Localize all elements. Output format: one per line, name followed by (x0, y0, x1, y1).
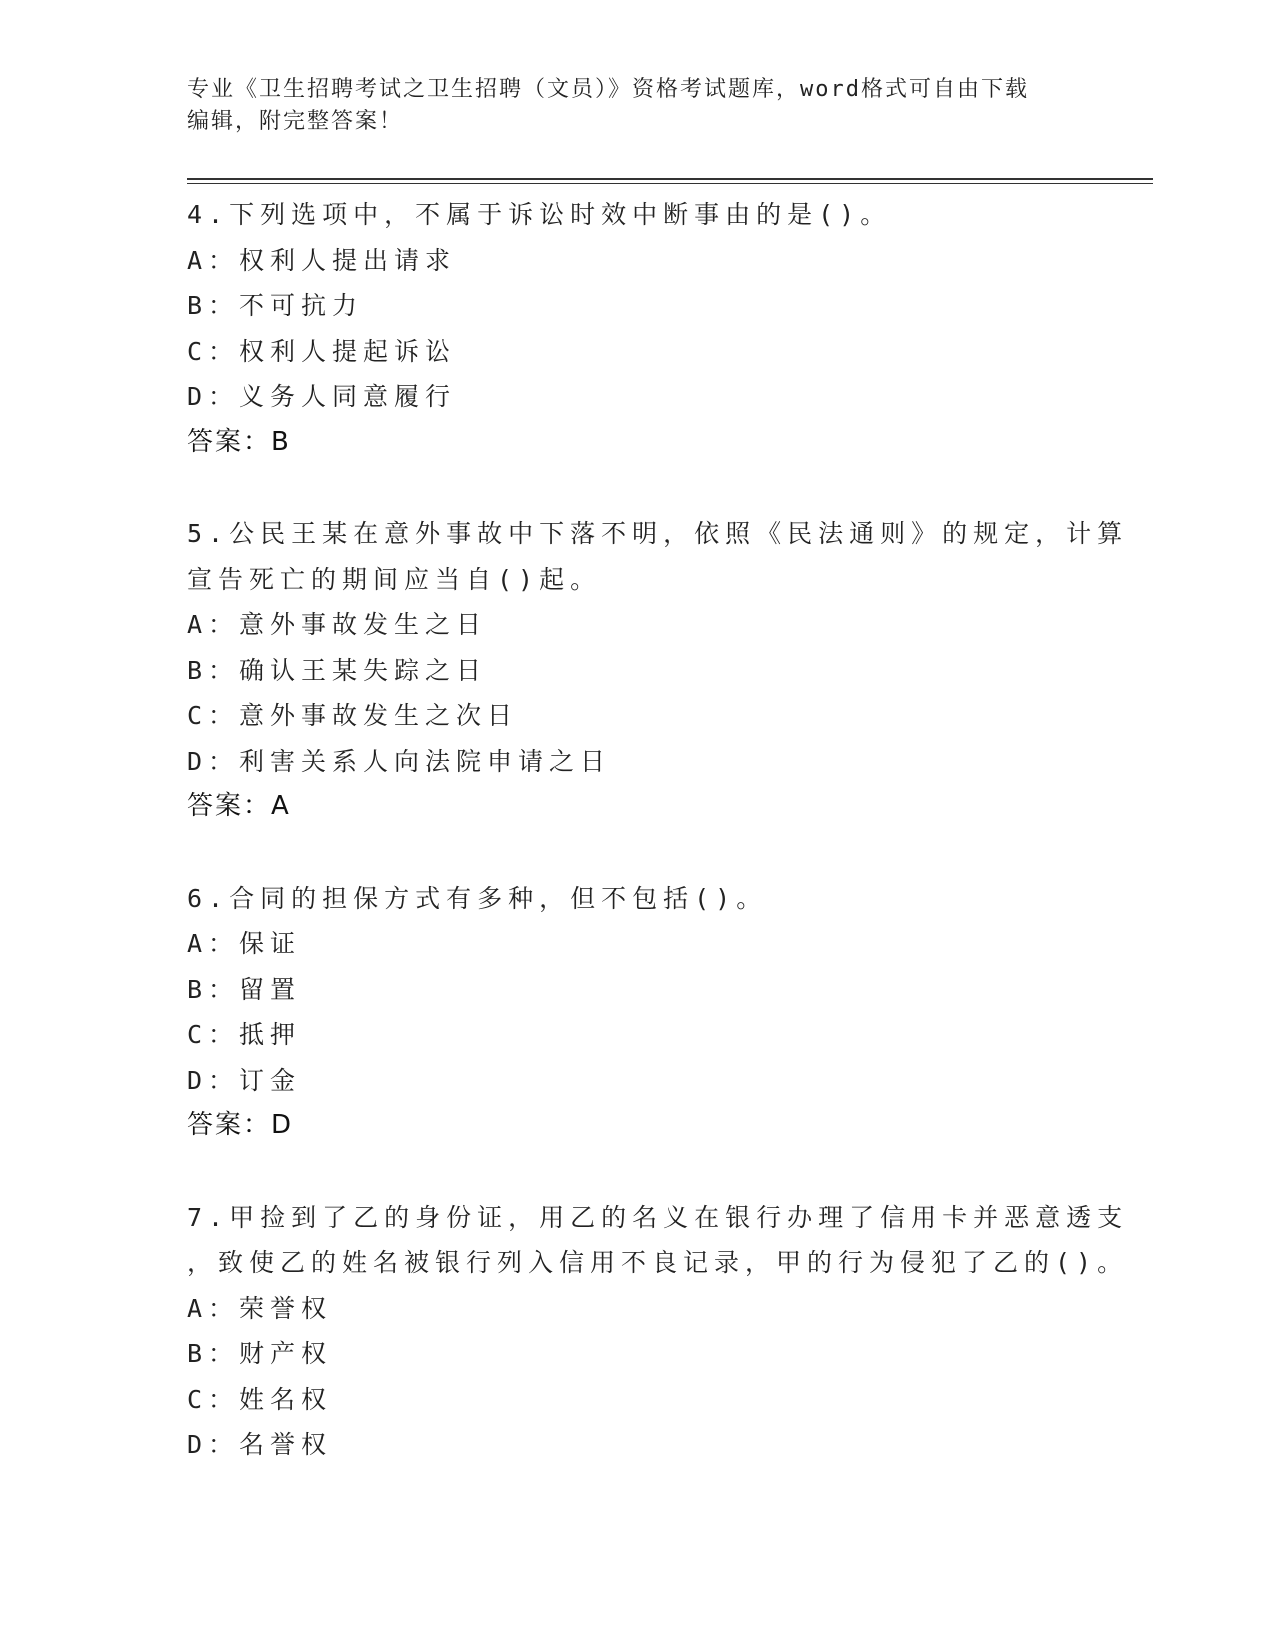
option-b: B：确认王某失踪之日 (187, 655, 488, 685)
option-c: C：意外事故发生之次日 (187, 701, 519, 730)
option-a: A：意外事故发生之日 (187, 610, 488, 639)
question-stem: 5.公民王某在意外事故中下落不明，依照《民法通则》的规定，计算 (187, 519, 1129, 548)
question-stem: 4.下列选项中，不属于诉讼时效中断事由的是()。 (187, 200, 892, 229)
question-stem-cont: ，致使乙的姓名被银行列入信用不良记录，甲的行为侵犯了乙的()。 (187, 1248, 1129, 1277)
question-7 (187, 1195, 1147, 1468)
answer: 答案：B (187, 426, 291, 457)
question-list (187, 192, 1147, 1514)
option-a: A：权利人提出请求 (187, 245, 457, 275)
answer: 答案：D (187, 1110, 294, 1140)
header-rule-thick (187, 178, 1153, 180)
question-stem-cont: 宣告死亡的期间应当自()起。 (187, 564, 602, 594)
option-c: C：权利人提起诉讼 (187, 336, 457, 366)
option-a: A：荣誉权 (187, 1293, 333, 1323)
option-d: D：名誉权 (187, 1430, 333, 1459)
option-d: D：利害关系人向法院申请之日 (187, 746, 612, 776)
question-4 (187, 192, 1147, 465)
document-header (187, 74, 1067, 138)
header-rule-thin (187, 183, 1153, 184)
option-b: B：财产权 (187, 1339, 333, 1368)
option-d: D：订金 (187, 1065, 302, 1095)
option-b: B：不可抗力 (187, 291, 364, 320)
header-line-2: 编辑，附完整答案！ (187, 109, 404, 134)
answer: 答案：A (187, 791, 291, 821)
option-b: B：留置 (187, 974, 302, 1004)
header-line-1: 专业《卫生招聘考试之卫生招聘（文员）》资格考试题库，word格式可自由下载 (187, 77, 1029, 102)
question-6 (187, 876, 1147, 1149)
question-stem: 6.合同的担保方式有多种，但不包括()。 (187, 883, 768, 913)
option-d: D：义务人同意履行 (187, 382, 457, 411)
option-a: A：保证 (187, 929, 302, 958)
option-c: C：姓名权 (187, 1384, 333, 1414)
question-5 (187, 511, 1147, 830)
option-c: C：抵押 (187, 1020, 302, 1049)
question-stem: 7.甲捡到了乙的身份证，用乙的名义在银行办理了信用卡并恶意透支 (187, 1202, 1129, 1232)
